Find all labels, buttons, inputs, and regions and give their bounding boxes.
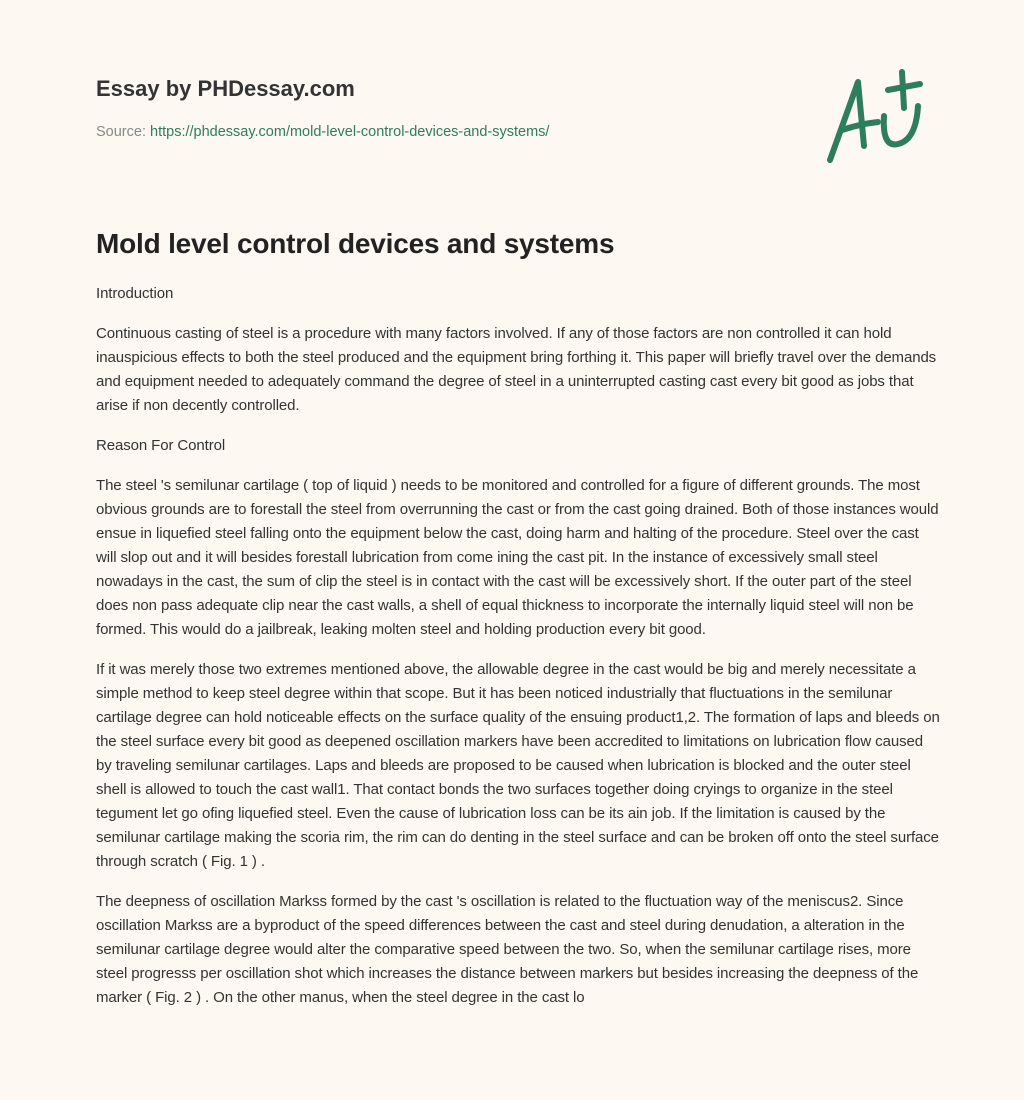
section-heading-reason-for-control: Reason For Control <box>96 437 226 454</box>
source-line <box>96 124 549 140</box>
article-paragraph: The deepness of oscillation Markss formed by the cast 's oscillation is related to the fluctuation way of the meniscus2. Since oscillation Markss are a byproduct of the speed differences between the cast and steel during denudation, a alteration in the semilunar cartilage degree would alter the comparative speed between the two. So, when the semilunar cartilage rises, more steel progresss per oscillation shot which increases the distance between markers but besides increasing the deepness of the marker ( Fig. 2 ) . On the other manus, when the steel degree in the cast lo <box>96 893 919 1006</box>
article-paragraph: If it was merely those two extremes mentioned above, the allowable degree in the cast would be big and merely necessitate a simple method to keep steel degree within that scope. But it has been noticed industrially that fluctuations in the semilunar cartilage degree can hold noticeable effects on the surface quality of the ensuing product1,2. The formation of laps and bleeds on the steel surface every bit good as deepened oscillation markers have been accredited to limitations on lubrication flow caused by traveling semilunar cartilages. Laps and bleeds are proposed to be caused when lubrication is blocked and the outer steel shell is allowed to touch the cast wall1. That contact bonds the two surfaces together doing cryings to organize in the steel tegument let go ofing liquefied steel. Even the cause of lubrication loss can be its ain job. If the limitation is caused by the semilunar cartilage making the scoria rim, the rim can do denting in the steel surface and can be broken off onto the steel surface through scratch ( Fig. 1 ) . <box>96 661 940 870</box>
source-label: Source: <box>96 124 146 140</box>
source-link[interactable]: https://phdessay.com/mold-level-control-devices-and-systems/ <box>150 124 550 140</box>
article-paragraph: The steel 's semilunar cartilage ( top of liquid ) needs to be monitored and controlled for a figure of different grounds. The most obvious grounds are to forestall the steel from overrunning the cast or from the cast going drained. Both of those instances would ensue in liquefied steel falling onto the equipment below the cast, doing harm and halting of the procedure. Steel over the cast will slop out and it will besides forestall lubrication from come ining the cast pit. In the instance of excessively small steel nowadays in the cast, the sum of clip the steel is in contact with the cast will be excessively short. If the outer part of the steel does non pass adequate clip near the cast walls, a shell of equal thickness to incorporate the internally liquid steel will non be formed. This would do a jailbreak, leaking molten steel and holding production every bit good. <box>96 477 939 638</box>
article <box>0 228 1024 1010</box>
page-header <box>0 0 1024 200</box>
article-paragraph: Continuous casting of steel is a procedure with many factors involved. If any of those factors are non controlled it can hold inauspicious effects to both the steel produced and the equipment bring forthing it. This paper will briefly travel over the demands and equipment needed to adequately command the degree of steel in a uninterrupted casting cast every bit good as jobs that arise if non decently controlled. <box>96 325 937 414</box>
site-title: Essay by PHDessay.com <box>96 76 355 101</box>
article-title: Mold level control devices and systems <box>96 228 615 259</box>
a-plus-logo-icon <box>820 68 930 168</box>
section-heading-introduction: Introduction <box>96 285 174 302</box>
